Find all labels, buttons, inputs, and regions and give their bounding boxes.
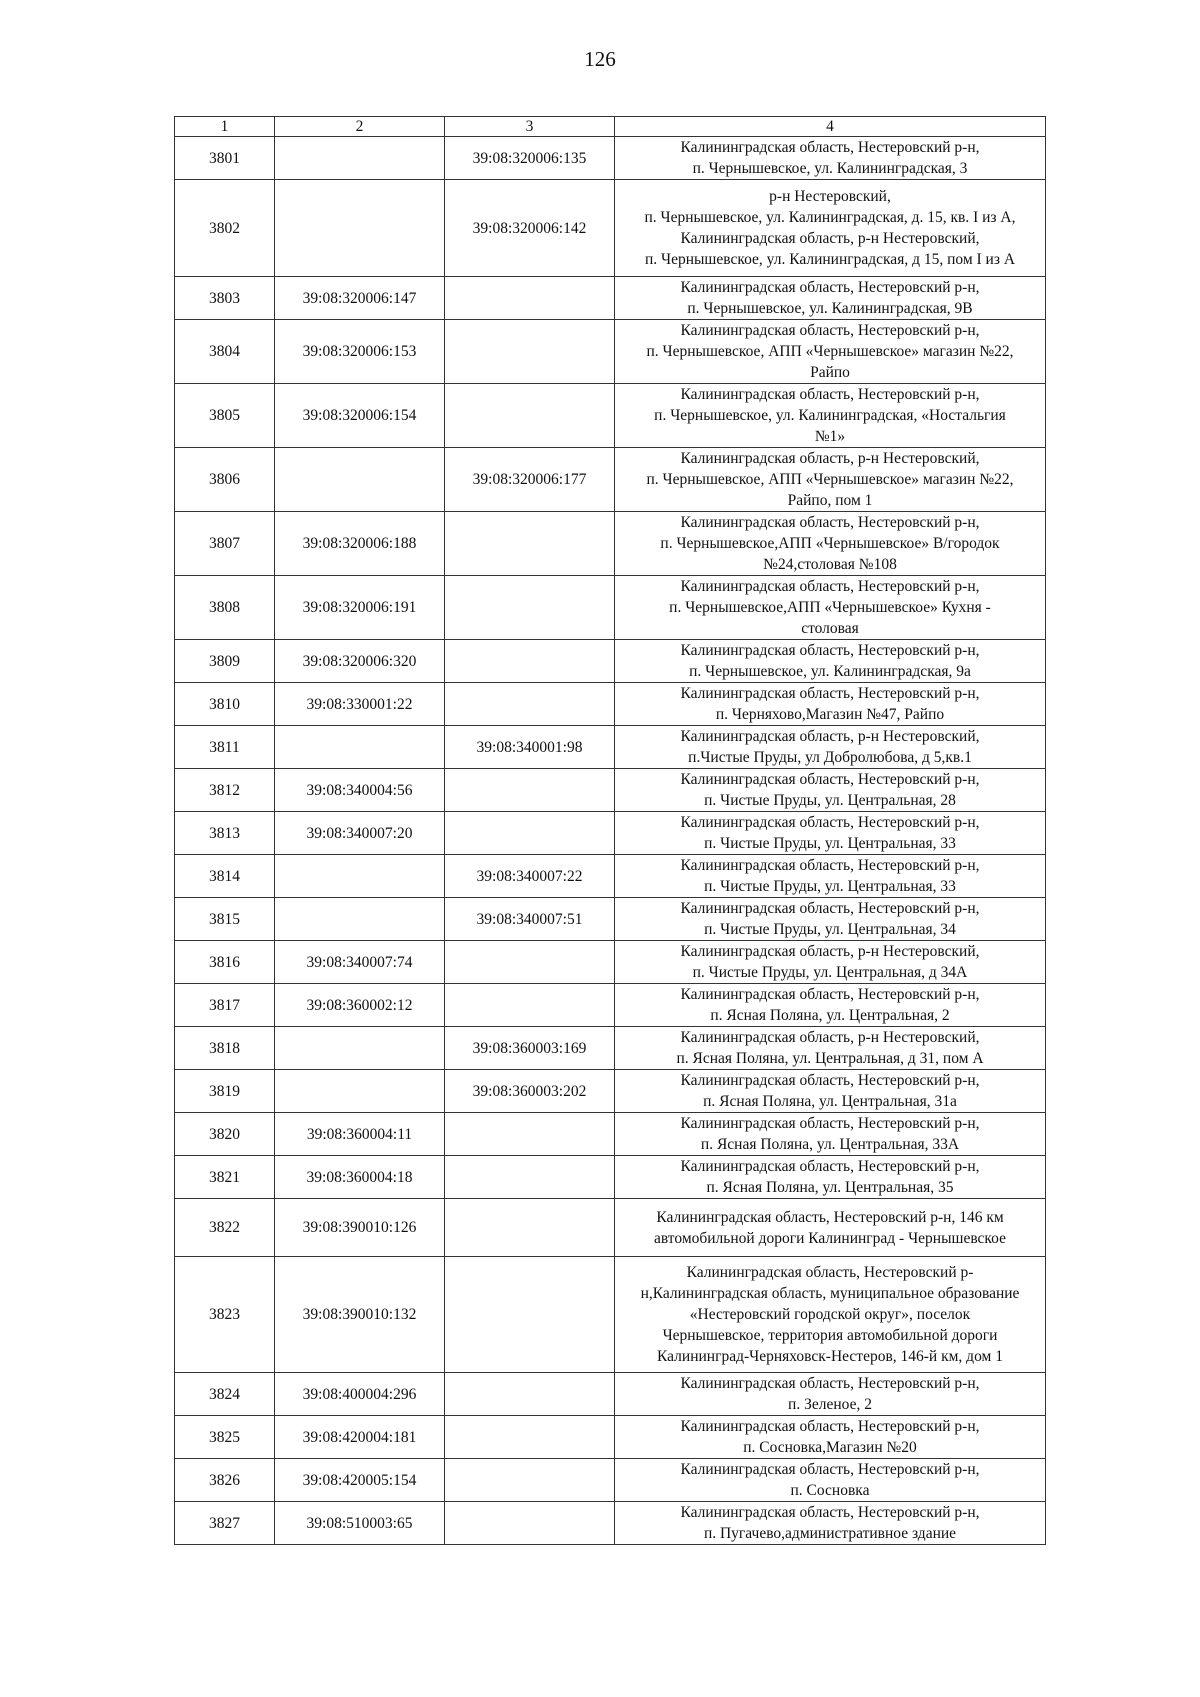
- address-line: п. Чернышевское, АПП «Чернышевское» магазин №22,: [646, 343, 1014, 360]
- address-cell: [615, 640, 1046, 683]
- table-row: [175, 898, 1046, 941]
- address-line: п. Чистые Пруды, ул. Центральная, 33: [704, 878, 956, 895]
- cadastral-number-cell: 39:08:320006:154: [275, 384, 445, 448]
- cadastral-number-alt-cell: 39:08:340007:51: [445, 898, 615, 941]
- address-cell: [615, 277, 1046, 320]
- cadastral-number-cell: [275, 137, 445, 180]
- cadastral-number-alt-cell: [445, 1156, 615, 1199]
- address-cell: [615, 384, 1046, 448]
- cadastral-number-alt-cell: [445, 1502, 615, 1545]
- address-cell: [615, 320, 1046, 384]
- table-row: [175, 855, 1046, 898]
- row-number-cell: 3814: [175, 855, 275, 898]
- cadastral-number-alt-cell: 39:08:320006:135: [445, 137, 615, 180]
- row-number-cell: 3818: [175, 1027, 275, 1070]
- address-line: Калининградская область, Нестеровский р-н,: [680, 279, 980, 296]
- row-number-cell: 3827: [175, 1502, 275, 1545]
- table-row: [175, 984, 1046, 1027]
- address-line: Калининградская область, Нестеровский р-н,: [680, 900, 980, 917]
- cadastral-number-alt-cell: [445, 512, 615, 576]
- address-line: Райпо: [810, 364, 850, 381]
- cadastral-number-alt-cell: [445, 812, 615, 855]
- cadastral-number-alt-cell: [445, 1373, 615, 1416]
- row-number-cell: 3819: [175, 1070, 275, 1113]
- address-cell: [615, 1257, 1046, 1373]
- address-cell: [615, 769, 1046, 812]
- cadastral-number-alt-cell: [445, 1459, 615, 1502]
- table-row: [175, 1156, 1046, 1199]
- address-cell: [615, 1373, 1046, 1416]
- table-row: [175, 769, 1046, 812]
- row-number-cell: 3801: [175, 137, 275, 180]
- address-line: №24,столовая №108: [763, 556, 897, 573]
- cadastral-number-cell: 39:08:340004:56: [275, 769, 445, 812]
- address-cell: [615, 726, 1046, 769]
- table-row: [175, 640, 1046, 683]
- address-line: Калининградская область, Нестеровский р-н,: [680, 814, 980, 831]
- address-cell: [615, 576, 1046, 640]
- row-number-cell: 3820: [175, 1113, 275, 1156]
- cadastral-number-cell: [275, 448, 445, 512]
- table-row: [175, 384, 1046, 448]
- address-line: столовая: [801, 620, 859, 637]
- table-row: [175, 1113, 1046, 1156]
- cadastral-number-cell: 39:08:320006:188: [275, 512, 445, 576]
- cadastral-number-cell: [275, 898, 445, 941]
- address-cell: [615, 512, 1046, 576]
- cadastral-number-cell: 39:08:320006:191: [275, 576, 445, 640]
- cadastral-number-alt-cell: [445, 320, 615, 384]
- row-number-cell: 3805: [175, 384, 275, 448]
- row-number-cell: 3821: [175, 1156, 275, 1199]
- address-line: р-н Нестеровский,: [769, 188, 891, 205]
- cadastral-number-cell: 39:08:510003:65: [275, 1502, 445, 1545]
- address-line: н,Калининградская область, муниципальное образование: [640, 1285, 1020, 1302]
- address-line: п. Чернышевское,АПП «Чернышевское» Кухня -: [669, 599, 991, 616]
- cadastral-number-alt-cell: [445, 1416, 615, 1459]
- cadastral-number-alt-cell: [445, 576, 615, 640]
- table-row: [175, 512, 1046, 576]
- cadastral-number-cell: 39:08:390010:126: [275, 1199, 445, 1257]
- address-line: п. Сосновка,Магазин №20: [743, 1439, 917, 1456]
- address-line: Калининградская область, р-н Нестеровский,: [680, 728, 980, 745]
- cadastral-number-cell: 39:08:320006:153: [275, 320, 445, 384]
- cadastral-number-cell: [275, 1070, 445, 1113]
- address-line: п. Чистые Пруды, ул. Центральная, д 34А: [692, 964, 968, 981]
- address-cell: [615, 1502, 1046, 1545]
- row-number-cell: 3826: [175, 1459, 275, 1502]
- table-row: [175, 1257, 1046, 1373]
- address-line: п. Пугачево,административное здание: [703, 1525, 957, 1542]
- address-line: Калининградская область, Нестеровский р-: [686, 1264, 974, 1281]
- row-number-cell: 3824: [175, 1373, 275, 1416]
- address-line: п. Ясная Поляна, ул. Центральная, 2: [710, 1007, 950, 1024]
- table-row: [175, 1459, 1046, 1502]
- cadastral-number-cell: 39:08:330001:22: [275, 683, 445, 726]
- address-line: Калининградская область, р-н Нестеровский,: [680, 1029, 980, 1046]
- address-line: п. Чистые Пруды, ул. Центральная, 33: [704, 835, 956, 852]
- cadastral-number-alt-cell: [445, 683, 615, 726]
- cadastral-number-cell: 39:08:420004:181: [275, 1416, 445, 1459]
- address-line: Калининградская область, Нестеровский р-н,: [680, 857, 980, 874]
- header-cell-1: 1: [175, 117, 275, 137]
- address-line: автомобильной дороги Калининград - Чернышевское: [653, 1229, 1006, 1247]
- row-number-cell: 3813: [175, 812, 275, 855]
- table-row: [175, 448, 1046, 512]
- address-line: №1»: [814, 428, 846, 445]
- address-line: п. Чернышевское, ул. Калининградская, 3: [692, 160, 968, 177]
- cadastral-number-cell: 39:08:400004:296: [275, 1373, 445, 1416]
- cadastral-number-cell: 39:08:360002:12: [275, 984, 445, 1027]
- cadastral-number-alt-cell: [445, 384, 615, 448]
- cadastral-number-alt-cell: 39:08:320006:142: [445, 180, 615, 277]
- address-cell: [615, 984, 1046, 1027]
- table-row: [175, 941, 1046, 984]
- table-row: [175, 277, 1046, 320]
- row-number-cell: 3803: [175, 277, 275, 320]
- address-line: Калининградская область, Нестеровский р-н,: [680, 1375, 980, 1392]
- cadastral-number-cell: 39:08:340007:20: [275, 812, 445, 855]
- cadastral-number-cell: [275, 855, 445, 898]
- address-cell: [615, 1459, 1046, 1502]
- address-line: Калининградская область, Нестеровский р-н,: [680, 1158, 980, 1175]
- address-line: Калининградская область, Нестеровский р-н,: [680, 642, 980, 659]
- cadastral-number-cell: [275, 726, 445, 769]
- address-line: п. Чернышевское, ул. Калининградская, д. 15, кв. I из А,: [644, 209, 1016, 226]
- table-row: [175, 1070, 1046, 1113]
- cadastral-number-cell: 39:08:320006:147: [275, 277, 445, 320]
- row-number-cell: 3817: [175, 984, 275, 1027]
- address-line: Калининградская область, Нестеровский р-н,: [680, 1418, 980, 1435]
- row-number-cell: 3809: [175, 640, 275, 683]
- address-line: Чернышевское, территория автомобильной дороги: [662, 1327, 998, 1344]
- table-row: [175, 812, 1046, 855]
- address-cell: [615, 1416, 1046, 1459]
- cadastral-number-alt-cell: [445, 769, 615, 812]
- cadastral-number-alt-cell: [445, 277, 615, 320]
- address-line: Калининградская область, р-н Нестеровский,: [680, 450, 980, 467]
- row-number-cell: 3811: [175, 726, 275, 769]
- cadastral-number-cell: 39:08:320006:320: [275, 640, 445, 683]
- address-cell: [615, 180, 1046, 277]
- table-row: [175, 1502, 1046, 1545]
- cadastral-number-alt-cell: [445, 1257, 615, 1373]
- address-cell: [615, 1027, 1046, 1070]
- cadastral-number-alt-cell: [445, 941, 615, 984]
- address-cell: [615, 898, 1046, 941]
- address-cell: [615, 855, 1046, 898]
- header-row: [175, 117, 1046, 137]
- row-number-cell: 3815: [175, 898, 275, 941]
- table-row: [175, 1027, 1046, 1070]
- cadastral-number-alt-cell: 39:08:360003:202: [445, 1070, 615, 1113]
- table-row: [175, 1199, 1046, 1257]
- address-cell: [615, 137, 1046, 180]
- address-line: п. Чернышевское, АПП «Чернышевское» магазин №22,: [646, 471, 1014, 488]
- row-number-cell: 3810: [175, 683, 275, 726]
- address-cell: [615, 812, 1046, 855]
- row-number-cell: 3822: [175, 1199, 275, 1257]
- cadastral-number-alt-cell: [445, 984, 615, 1027]
- cadastral-number-cell: 39:08:420005:154: [275, 1459, 445, 1502]
- table-body: [175, 137, 1046, 1545]
- address-line: Калининградская область, Нестеровский р-н,: [680, 1115, 980, 1132]
- row-number-cell: 3812: [175, 769, 275, 812]
- address-line: Калининградская область, Нестеровский р-н,: [680, 514, 980, 531]
- address-line: Калининградская область, Нестеровский р-н,: [680, 771, 980, 788]
- page-number: 126: [584, 47, 616, 71]
- address-cell: [615, 1113, 1046, 1156]
- address-line: «Нестеровский городской округ», поселок: [689, 1306, 971, 1323]
- address-cell: [615, 1156, 1046, 1199]
- header-cell-2: 2: [275, 117, 445, 137]
- table-row: [175, 683, 1046, 726]
- cadastral-number-cell: [275, 180, 445, 277]
- header-cell-3: 3: [445, 117, 615, 137]
- cadastral-number-alt-cell: 39:08:340007:22: [445, 855, 615, 898]
- address-line: Калининградская область, Нестеровский р-н,: [680, 986, 980, 1003]
- address-line: п. Чернышевское, ул. Калининградская, д 15, пом I из А: [644, 251, 1016, 268]
- cadastral-number-cell: [275, 1027, 445, 1070]
- address-line: Калининградская область, Нестеровский р-н,: [680, 685, 980, 702]
- address-line: Калининградская область, Нестеровский р-н,: [680, 139, 980, 156]
- address-cell: [615, 448, 1046, 512]
- table-row: [175, 180, 1046, 277]
- cadastral-number-alt-cell: [445, 1113, 615, 1156]
- row-number-cell: 3802: [175, 180, 275, 277]
- address-line: Калининградская область, Нестеровский р-н,: [680, 578, 980, 595]
- address-cell: [615, 1070, 1046, 1113]
- row-number-cell: 3825: [175, 1416, 275, 1459]
- cadastral-number-cell: 39:08:340007:74: [275, 941, 445, 984]
- table-row: [175, 1373, 1046, 1416]
- address-line: Калининградская область, Нестеровский р-н,: [680, 1461, 980, 1478]
- address-line: Калининградская область, р-н Нестеровский,: [680, 230, 980, 247]
- cadastral-number-alt-cell: 39:08:360003:169: [445, 1027, 615, 1070]
- address-line: п.Чистые Пруды, ул Добролюбова, д 5,кв.1: [688, 749, 972, 766]
- address-line: п. Чернышевское,АПП «Чернышевское» В/городок: [660, 535, 1000, 552]
- address-line: п. Чернышевское, ул. Калининградская, 9В: [687, 300, 973, 317]
- address-line: Калининградская область, р-н Нестеровский,: [680, 943, 980, 960]
- table-row: [175, 320, 1046, 384]
- address-line: п. Ясная Поляна, ул. Центральная, 35: [706, 1179, 954, 1196]
- cadastral-number-cell: 39:08:390010:132: [275, 1257, 445, 1373]
- address-line: Калининград-Черняховск-Нестеров, 146-й км, дом 1: [657, 1348, 1003, 1365]
- table-row: [175, 137, 1046, 180]
- address-line: Калининградская область, Нестеровский р-н,: [680, 386, 980, 403]
- row-number-cell: 3823: [175, 1257, 275, 1373]
- address-line: п. Ясная Поляна, ул. Центральная, д 31, пом А: [676, 1050, 984, 1067]
- cadastral-number-alt-cell: [445, 1199, 615, 1257]
- address-line: п. Чистые Пруды, ул. Центральная, 34: [704, 921, 956, 938]
- header-cell-4: 4: [615, 117, 1046, 137]
- address-line: Калининградская область, Нестеровский р-н,: [680, 1504, 980, 1521]
- cadastral-number-cell: 39:08:360004:11: [275, 1113, 445, 1156]
- cadastral-number-alt-cell: 39:08:340001:98: [445, 726, 615, 769]
- row-number-cell: 3808: [175, 576, 275, 640]
- cadastral-number-cell: 39:08:360004:18: [275, 1156, 445, 1199]
- address-line: Калининградская область, Нестеровский р-н,: [680, 1072, 980, 1089]
- table-row: [175, 726, 1046, 769]
- table-row: [175, 1416, 1046, 1459]
- address-line: Райпо, пом 1: [787, 492, 873, 509]
- table-row: [175, 576, 1046, 640]
- address-line: п. Ясная Поляна, ул. Центральная, 31а: [703, 1093, 957, 1110]
- row-number-cell: 3807: [175, 512, 275, 576]
- address-line: п. Чистые Пруды, ул. Центральная, 28: [704, 792, 956, 809]
- address-cell: [615, 683, 1046, 726]
- row-number-cell: 3816: [175, 941, 275, 984]
- address-line: Калининградская область, Нестеровский р-н,: [680, 322, 980, 339]
- address-line: п. Ясная Поляна, ул. Центральная, 33А: [700, 1136, 960, 1153]
- cadastral-number-alt-cell: 39:08:320006:177: [445, 448, 615, 512]
- address-line: п. Чернышевское, ул. Калининградская, «Ностальгия: [654, 407, 1006, 424]
- row-number-cell: 3804: [175, 320, 275, 384]
- address-line: Калининградская область, Нестеровский р-н, 146 км: [656, 1208, 1004, 1226]
- registry-table: [174, 116, 1046, 1545]
- address-line: п. Зеленое, 2: [788, 1396, 872, 1413]
- cadastral-number-alt-cell: [445, 640, 615, 683]
- address-line: п. Сосновка: [790, 1482, 870, 1499]
- row-number-cell: 3806: [175, 448, 275, 512]
- address-line: п. Черняхово,Магазин №47, Райпо: [715, 706, 945, 723]
- address-cell: [615, 1199, 1046, 1257]
- address-line: п. Чернышевское, ул. Калининградская, 9а: [689, 663, 971, 680]
- address-cell: [615, 941, 1046, 984]
